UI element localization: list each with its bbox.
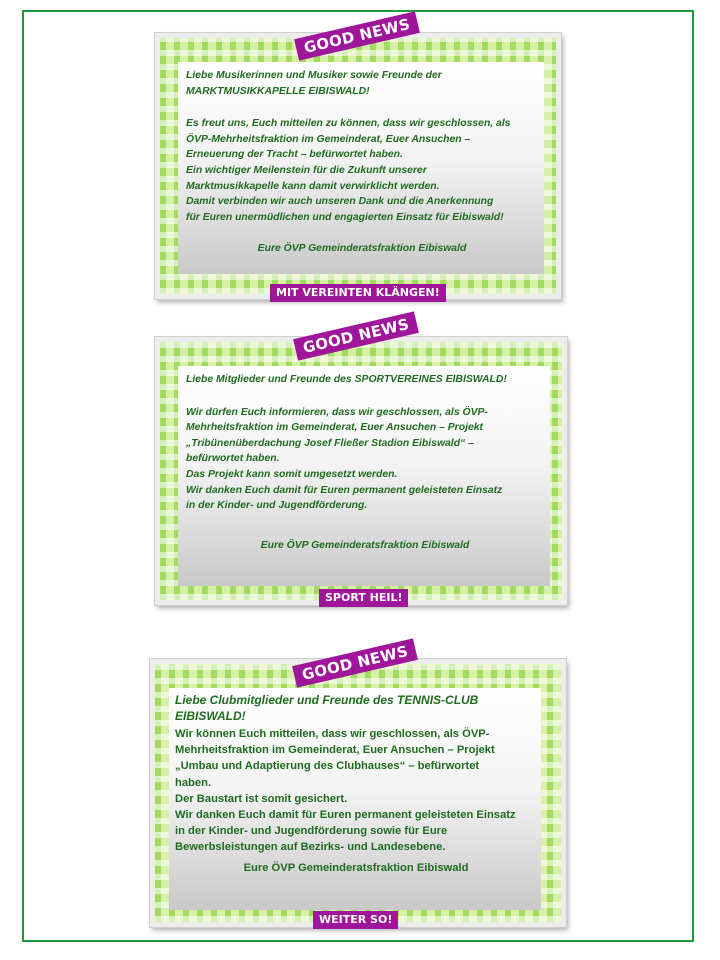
greeting: Liebe Mitglieder und Freunde des SPORTVEREINES EIBISWALD! [186, 374, 507, 385]
slogan-badge: SPORT HEIL! [319, 589, 408, 607]
message-body: Wir können Euch mitteilen, dass wir geschlossen, als ÖVP- Mehrheitsfraktion im Gemeinderat, Euer Ansuchen – Projekt „Umbau und Adaptierung des Clubhauses“ – befürwortet haben. Der Baustart ist somit gesichert. Wir danken Euch damit für Euren permanent geleisteten Einsatz in der Kinder- und Jugendförderung sowie für Eure Bewerbsleistungen auf Bezirks- und Landesebene. [175, 728, 516, 854]
message-body: Wir dürfen Euch informieren, dass wir geschlossen, als ÖVP- Mehrheitsfraktion im Gemeinderat, Euer Ansuchen – Projekt „Tribünenüberdachung Josef Fließer Stadion Eibiswald“ – befürwortet haben. Das Projekt kann somit umgesetzt werden. Wir danken Euch damit für Euren permanent geleisteten Einsatz in der Kinder- und Jugendförderung. [186, 406, 503, 512]
good-news-badge: GOOD NEWS [292, 638, 418, 687]
slogan-badge: MIT VEREINTEN KLÄNGEN! [270, 284, 446, 302]
news-card-sport [155, 337, 567, 605]
news-panel [178, 62, 544, 274]
message-body: Es freut uns, Euch mitteilen zu können, dass wir geschlossen, als ÖVP-Mehrheitsfraktion im Gemeinderat, Euer Ansuchen – Erneuerung der Tracht – befürwortet haben. Ein wichtiger Meilenstein für die Zukunft unserer Marktmusikkapelle kann damit verwirklicht werden. Damit verbinden wir auch unseren Dank und die Anerkennung für Euren unermüdlichen und engagierten Einsatz für Eibiswald! [186, 118, 511, 223]
slogan-badge: WEITER SO! [313, 911, 398, 929]
greeting: Liebe Musikerinnen und Musiker sowie Freunde der MARKTMUSIKKAPELLE EIBISWALD! [186, 70, 442, 97]
signature: Eure ÖVP Gemeinderatsfraktion Eibiswald [257, 243, 467, 255]
news-panel [178, 366, 550, 586]
signature: Eure ÖVP Gemeinderatsfraktion Eibiswald [243, 861, 469, 874]
news-panel [169, 688, 541, 910]
news-card-tennis [150, 659, 566, 927]
greeting: Liebe Clubmitglieder und Freunde des TENNIS-CLUB EIBISWALD! [175, 693, 479, 723]
good-news-badge: GOOD NEWS [294, 11, 420, 60]
good-news-badge: GOOD NEWS [293, 311, 419, 360]
signature: Eure ÖVP Gemeinderatsfraktion Eibiswald [260, 539, 470, 551]
news-card-music [155, 33, 561, 299]
